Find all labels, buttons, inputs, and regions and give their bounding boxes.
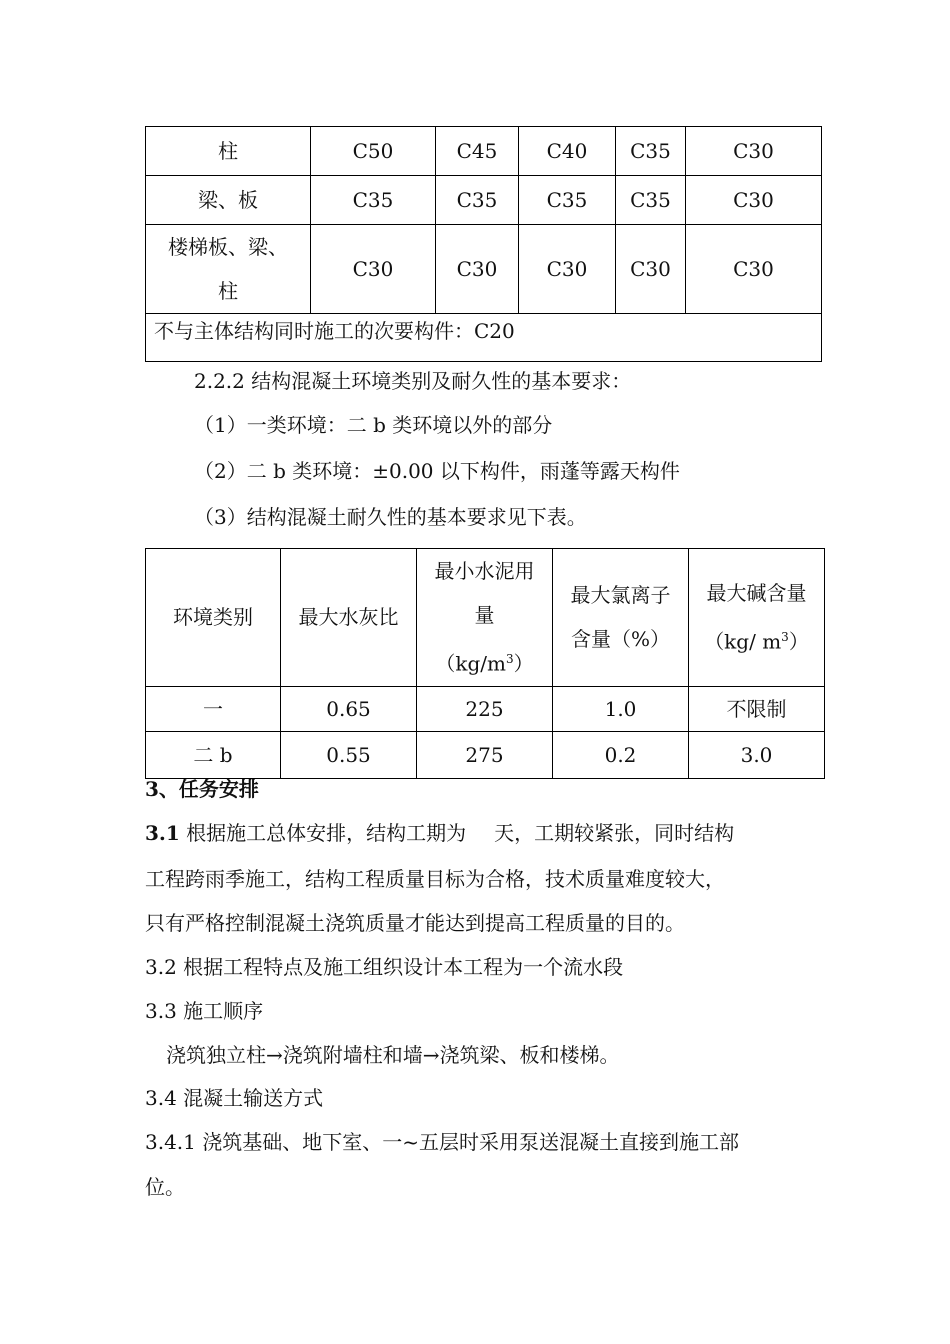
header-cement	[417, 549, 553, 687]
table-row	[146, 127, 822, 176]
grade-cell: C35	[519, 176, 616, 225]
grade-cell: C45	[436, 127, 519, 176]
header-line: 最大碱含量	[706, 581, 807, 605]
para-text: 天，工期较紧张，同时结构	[494, 821, 735, 845]
table-note: 不与主体结构同时施工的次要构件：C20	[146, 314, 822, 362]
row-label-line: 楼梯板、梁、	[168, 235, 288, 259]
unit-sup: 3	[505, 652, 514, 666]
unit-close: ）	[788, 629, 809, 654]
unit-text: （kg/ m	[704, 629, 782, 654]
paragraph-body: 浇筑独立柱→浇筑附墙柱和墙→浇筑梁、板和楼梯。	[166, 1043, 620, 1067]
grade-cell: C30	[311, 225, 436, 314]
grade-cell: C50	[311, 127, 436, 176]
table-cell: 3.0	[689, 731, 825, 778]
durability-table	[145, 548, 825, 779]
section-title: 2.2.2 结构混凝土环境类别及耐久性的基本要求：	[194, 369, 632, 393]
table-cell: 1.0	[553, 686, 689, 731]
list-item: （2）二 b 类环境：±0.00 以下构件，雨蓬等露天构件	[194, 459, 680, 483]
table-row	[146, 176, 822, 225]
paragraph-line: 工程跨雨季施工，结构工程质量目标为合格，技术质量难度较大，	[145, 867, 725, 891]
unit-close: ）	[513, 651, 534, 676]
header-alkali	[689, 549, 825, 687]
table-cell: 不限制	[689, 686, 825, 731]
paragraph-3-1	[145, 818, 734, 848]
paragraph-3-4-1: 3.4.1 浇筑基础、地下室、一~五层时采用泵送混凝土直接到施工部	[145, 1130, 740, 1154]
paragraph-line: 位。	[145, 1175, 185, 1199]
table-row	[146, 686, 825, 731]
row-label: 梁、板	[146, 176, 311, 225]
grade-cell: C30	[686, 225, 822, 314]
table-cell: 0.65	[281, 686, 417, 731]
grade-cell: C35	[311, 176, 436, 225]
header-unit	[417, 637, 552, 686]
table-cell: 二 b	[146, 731, 281, 778]
para-text: 根据施工总体安排，结构工期为	[179, 821, 467, 845]
grade-cell: C30	[686, 176, 822, 225]
table-cell: 225	[417, 686, 553, 731]
row-label-line: 柱	[218, 279, 238, 303]
grade-cell: C35	[436, 176, 519, 225]
concrete-grade-table	[145, 126, 822, 362]
unit-sup: 3	[781, 630, 789, 644]
grade-cell: C35	[616, 127, 686, 176]
header-unit	[689, 615, 824, 664]
para-number: 3.1	[145, 821, 180, 845]
header-line: 最小水泥用	[434, 559, 535, 583]
paragraph-line: 只有严格控制混凝土浇筑质量才能达到提高工程质量的目的。	[145, 911, 685, 935]
list-item: （3）结构混凝土耐久性的基本要求见下表。	[194, 505, 587, 529]
table-cell: 一	[146, 686, 281, 731]
paragraph-3-3: 3.3 施工顺序	[145, 999, 264, 1023]
grade-cell: C40	[519, 127, 616, 176]
paragraph-3-4: 3.4 混凝土输送方式	[145, 1086, 324, 1110]
table-row	[146, 225, 822, 314]
header-ratio: 最大水灰比	[281, 549, 417, 687]
header-line: 含量（%）	[570, 627, 670, 652]
header-line: 量	[474, 603, 495, 627]
section-heading: 3、任务安排	[145, 777, 259, 801]
header-env: 环境类别	[146, 549, 281, 687]
header-line: 最大氯离子	[570, 583, 671, 608]
paragraph-3-2: 3.2 根据工程特点及施工组织设计本工程为一个流水段	[145, 955, 624, 979]
table-cell: 275	[417, 731, 553, 778]
grade-cell: C30	[436, 225, 519, 314]
header-chloride	[553, 549, 689, 687]
table-cell: 0.55	[281, 731, 417, 778]
row-label: 柱	[146, 127, 311, 176]
table-header-row	[146, 549, 825, 687]
table-row	[146, 731, 825, 778]
row-label	[146, 225, 311, 314]
grade-cell: C30	[686, 127, 822, 176]
unit-text: （kg/m	[435, 651, 506, 676]
grade-cell: C30	[616, 225, 686, 314]
grade-cell: C30	[519, 225, 616, 314]
list-item: （1）一类环境：二 b 类环境以外的部分	[194, 413, 553, 437]
table-cell: 0.2	[553, 731, 689, 778]
grade-cell: C35	[616, 176, 686, 225]
table-row	[146, 314, 822, 362]
